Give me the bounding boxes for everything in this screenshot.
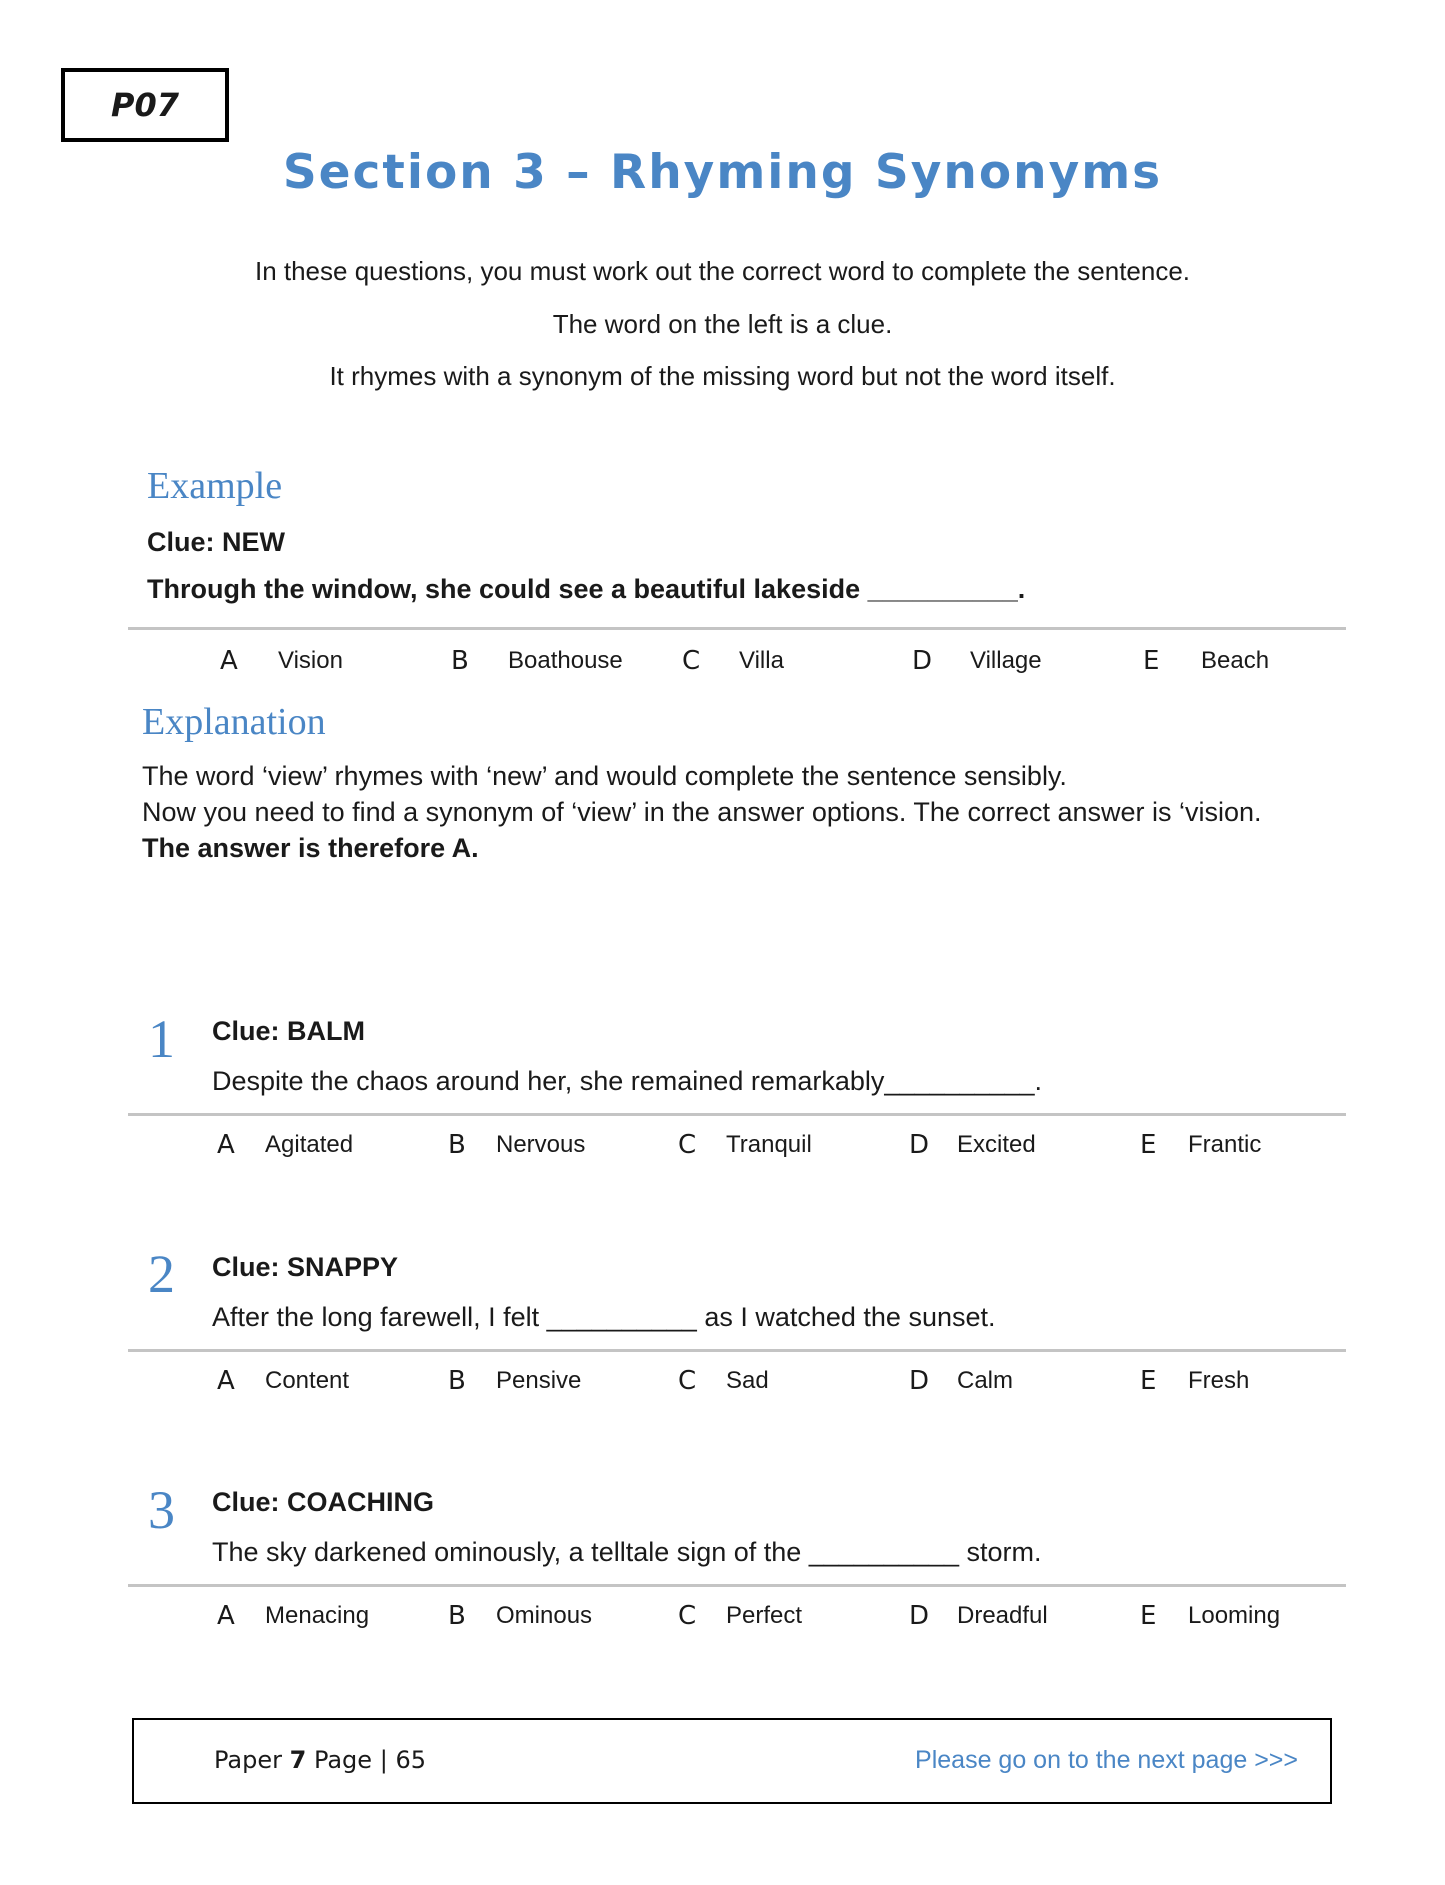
option-a-text: Content (265, 1367, 350, 1394)
option-d-text: Excited (957, 1131, 1036, 1158)
example-option-e-text: Beach (1201, 647, 1270, 674)
intro-line-2: The word on the left is a clue. (552, 309, 893, 339)
page-word: Page (313, 1746, 373, 1774)
example-option-c-letter: C (682, 646, 701, 676)
option-c-letter: C (678, 1601, 697, 1631)
page-footer (132, 1718, 1332, 1804)
question-number: 1 (148, 1009, 175, 1069)
paper-code: P07 (111, 86, 179, 124)
option-c-text: Sad (726, 1367, 769, 1394)
section-title: Section 3 – Rhyming Synonyms (282, 145, 1163, 200)
explanation-line-1: The word ‘view’ rhymes with ‘new’ and would complete the sentence sensibly. (142, 761, 1067, 791)
option-b-letter: B (448, 1601, 466, 1631)
page-separator: | (379, 1746, 388, 1774)
option-c-text: Perfect (726, 1602, 803, 1629)
option-b-text: Ominous (496, 1602, 593, 1629)
explanation-answer: The answer is therefore A. (142, 833, 479, 863)
example-heading: Example (147, 465, 283, 507)
intro-line-3: It rhymes with a synonym of the missing word but not the word itself. (329, 361, 1116, 391)
paper-label: Paper (214, 1746, 282, 1774)
option-a-text: Menacing (265, 1602, 370, 1629)
next-page-link[interactable]: Please go on to the next page >>> (915, 1746, 1298, 1774)
question-sentence: After the long farewell, I felt __________ as I watched the sunset. (212, 1302, 996, 1332)
option-d-text: Calm (957, 1367, 1014, 1394)
option-c-letter: C (678, 1366, 697, 1396)
question-sentence: Despite the chaos around her, she remained remarkably__________. (212, 1066, 1043, 1096)
example-option-b-text: Boathouse (508, 647, 623, 674)
option-d-text: Dreadful (957, 1602, 1048, 1629)
page-label (214, 1746, 426, 1774)
option-a-letter: A (217, 1130, 235, 1160)
question-divider (128, 1113, 1346, 1116)
question-clue: Clue: SNAPPY (212, 1252, 399, 1282)
example-option-d-text: Village (970, 647, 1042, 674)
option-d-letter: D (909, 1130, 930, 1160)
option-b-text: Pensive (496, 1367, 582, 1394)
explanation-heading: Explanation (142, 701, 326, 743)
intro-line-1: In these questions, you must work out the correct word to complete the sentence. (254, 256, 1191, 286)
option-c-letter: C (678, 1130, 697, 1160)
example-option-a-letter: A (220, 646, 238, 676)
option-c-text: Tranquil (726, 1131, 812, 1158)
example-option-a-text: Vision (278, 647, 343, 674)
question-divider (128, 1349, 1346, 1352)
example-option-c-text: Villa (739, 647, 784, 674)
option-a-letter: A (217, 1601, 235, 1631)
option-d-letter: D (909, 1601, 930, 1631)
option-b-letter: B (448, 1130, 466, 1160)
option-b-text: Nervous (496, 1131, 586, 1158)
explanation-line-2: Now you need to find a synonym of ‘view’ in the answer options. The correct answer is ‘vision. (142, 797, 1262, 827)
option-a-text: Agitated (265, 1131, 354, 1158)
question-number: 3 (148, 1480, 175, 1540)
question-number: 2 (148, 1244, 175, 1304)
option-e-letter: E (1140, 1601, 1157, 1631)
option-e-text: Frantic (1188, 1131, 1262, 1158)
option-d-letter: D (909, 1366, 930, 1396)
paper-code-box (61, 68, 229, 142)
question-clue: Clue: COACHING (212, 1487, 434, 1517)
option-e-letter: E (1140, 1130, 1157, 1160)
paper-number: 7 (289, 1746, 307, 1774)
question-divider (128, 1584, 1346, 1587)
example-option-e-letter: E (1143, 646, 1160, 676)
example-clue: Clue: NEW (147, 527, 285, 557)
example-sentence: Through the window, she could see a beautiful lakeside __________. (147, 574, 1026, 604)
example-option-d-letter: D (912, 646, 933, 676)
option-e-text: Fresh (1188, 1367, 1250, 1394)
question-sentence: The sky darkened ominously, a telltale sign of the __________ storm. (212, 1537, 1042, 1567)
option-e-letter: E (1140, 1366, 1157, 1396)
option-a-letter: A (217, 1366, 235, 1396)
question-clue: Clue: BALM (212, 1016, 365, 1046)
example-divider (128, 627, 1346, 630)
option-e-text: Looming (1188, 1602, 1281, 1629)
page-number: 65 (395, 1746, 426, 1774)
example-option-b-letter: B (451, 646, 469, 676)
option-b-letter: B (448, 1366, 466, 1396)
